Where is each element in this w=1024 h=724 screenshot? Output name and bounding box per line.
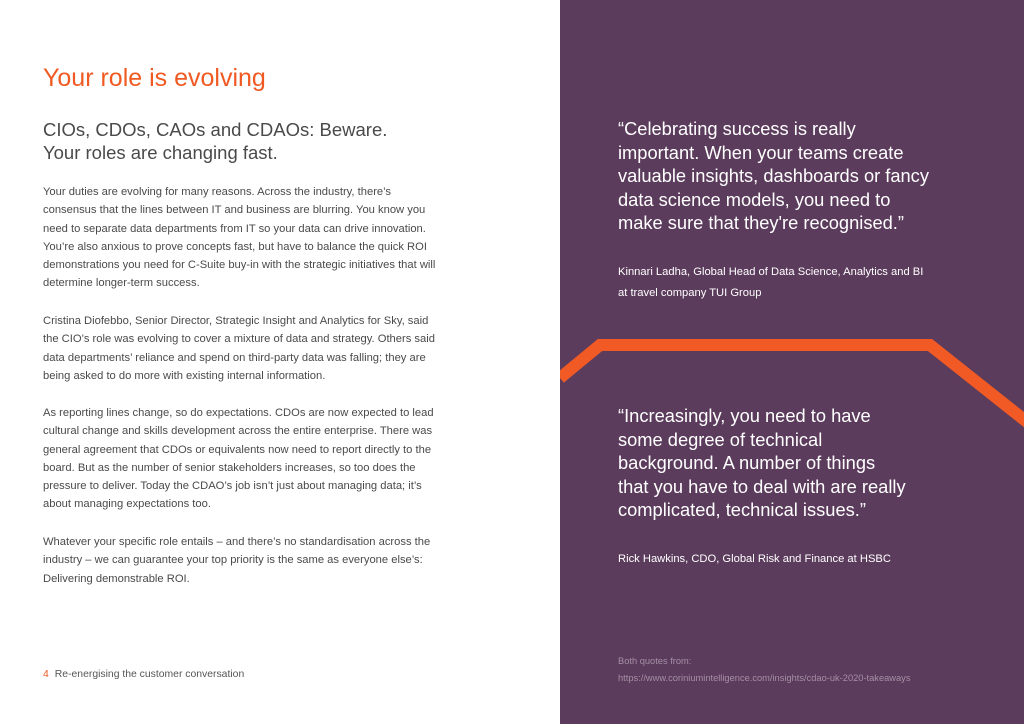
quote-line: “Increasingly, you need to have [618, 405, 871, 426]
quote-rick [618, 404, 978, 522]
body-paragraph-expectations [43, 404, 503, 514]
text-line: being asked to do more with existing internal information. [43, 369, 326, 382]
text-line: board. But as the number of senior stakeholders increases, so too does the [43, 461, 416, 474]
text-line: Delivering demonstrable ROI. [43, 572, 190, 585]
text-line: demonstrations you need for C-Suite buy-in with the strategic initiatives that will [43, 259, 436, 272]
text-line: industry – we can guarantee your top priority is the same as everyone else’s: [43, 554, 423, 567]
quote-line: important. When your teams create [618, 141, 904, 163]
text-line: Your duties are evolving for many reasons. Across the industry, there’s [43, 186, 392, 198]
quote-panel [560, 0, 1024, 724]
attribution-line: Rick Hawkins, CDO, Global Risk and Finance at HSBC [618, 553, 891, 565]
footer-title: Re-energising the customer conversation [54, 669, 245, 680]
body-paragraph-roi [43, 533, 503, 588]
text-line: pressure to deliver. Today the CDAO’s job isn’t just about managing data; it’s [43, 480, 422, 493]
page-subtitle [43, 118, 523, 164]
quote-line: some degree of technical [618, 428, 823, 450]
quote-kinnari [618, 117, 978, 235]
text-line: As reporting lines change, so do expectations. CDOs are now expected to lead [43, 407, 434, 419]
text-line: need to separate data departments from IT so your data can drive innovation. [43, 222, 426, 235]
text-line: Cristina Diofebbo, Senior Director, Strategic Insight and Analytics for Sky, said [43, 315, 429, 327]
quote-line: that you have to deal with are really [618, 475, 906, 497]
text-line: cultural change and skills development across the entire enterprise. There was [43, 425, 433, 438]
text-line: data departments’ reliance and spend on third-party data was falling; they are [43, 351, 426, 364]
subtitle-line: Your roles are changing fast. [43, 142, 278, 163]
source-link[interactable]: https://www.coriniumintelligence.com/insights/cdao-uk-2020-takeaways [618, 673, 911, 683]
page-number: 4 [43, 669, 49, 680]
decorative-stripe [560, 0, 1024, 724]
body-paragraph-sky [43, 312, 503, 385]
text-line: You’re also anxious to prove concepts fast, but have to balance the quick ROI [43, 240, 427, 253]
text-line: determine longer-term success. [43, 277, 200, 290]
attribution-rick [618, 549, 978, 570]
quote-line: “Celebrating success is really [618, 118, 856, 139]
quote-line: complicated, technical issues.” [618, 499, 866, 520]
subtitle-line: CIOs, CDOs, CAOs and CDAOs: Beware. [43, 119, 388, 140]
quote-line: make sure that they're recognised.” [618, 212, 904, 233]
quote-source [618, 653, 910, 687]
text-line: consensus that the lines between IT and business are blurring. You know you [43, 204, 426, 217]
attribution-line: at travel company TUI Group [618, 287, 762, 299]
quote-line: background. A number of things [618, 452, 876, 473]
body-paragraph-duties [43, 183, 503, 293]
attribution-kinnari [618, 262, 978, 304]
attribution-line: Kinnari Ladha, Global Head of Data Science, Analytics and BI [618, 266, 924, 278]
text-line: the CIO’s role was evolving to cover a mixture of data and strategy. Others said [43, 333, 435, 346]
text-line: about managing expectations too. [43, 498, 211, 511]
quote-line: valuable insights, dashboards or fancy [618, 165, 929, 186]
page-title: Your role is evolving [43, 64, 266, 92]
quote-line: data science models, you need to [618, 188, 891, 210]
text-line: Whatever your specific role entails – and there’s no standardisation across the [43, 536, 431, 548]
text-line: general agreement that CDOs or equivalents now need to report directly to the [43, 443, 432, 456]
page-footer [43, 669, 244, 680]
source-label: Both quotes from: [618, 656, 692, 666]
